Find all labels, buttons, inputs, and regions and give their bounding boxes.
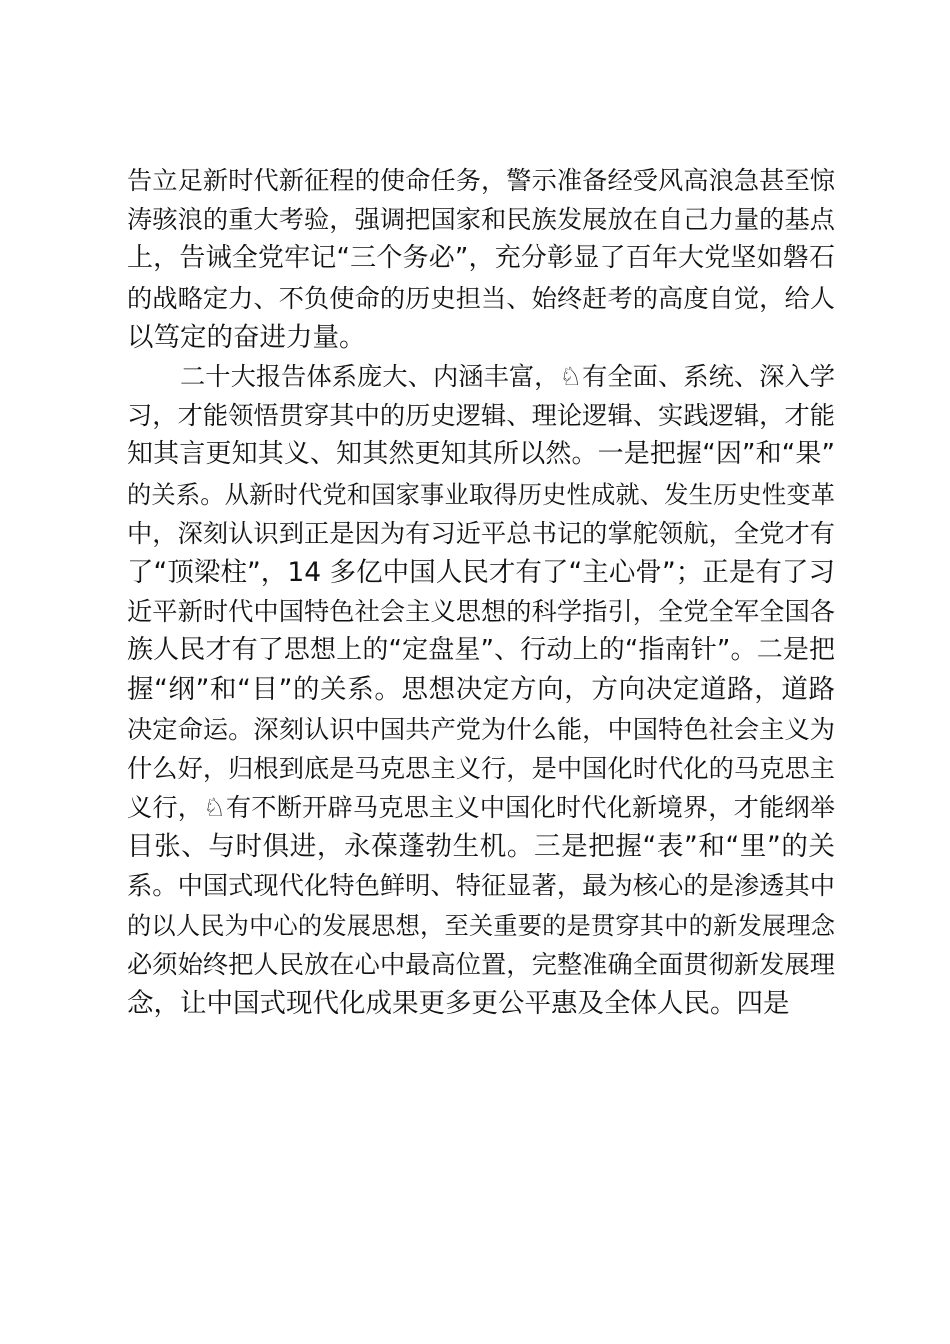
text-line: 的关系。从新时代党和国家事业取得历史性成就、发生历史性变革 xyxy=(127,479,835,509)
text-line: 了“顶梁柱”，14 多亿中国人民才有了“主心骨”；正是有了习 xyxy=(127,556,835,588)
text-line: 什么好，归根到底是马克思主义行，是中国化时代化的马克思主 xyxy=(127,753,835,783)
paragraph-2 xyxy=(127,357,835,1023)
text-line: 必须始终把人民放在心中最高位置，完整准确全面贯彻新发展理 xyxy=(127,949,835,979)
text-line: 目张、与时俱进，永葆蓬勃生机。三是把握“表”和“里”的关 xyxy=(127,831,835,863)
text-line: 系。中国式现代化特色鲜明、特征显著，最为核心的是渗透其中 xyxy=(127,871,835,901)
text-line: 的战略定力、不负使命的历史担当、始终赶考的高度自觉，给人 xyxy=(127,283,835,313)
text-line: 族人民才有了思想上的“定盘星”、行动上的“指南针”。二是把 xyxy=(127,635,835,666)
text-line: 近平新时代中国特色社会主义思想的科学指引，全党全军全国各 xyxy=(127,597,835,627)
text-line: 中，深刻认识到正是因为有习近平总书记的掌舵领航，全党才有 xyxy=(127,518,835,548)
text-line: 念，让中国式现代化成果更多更公平惠及全体人民。四是 xyxy=(127,987,790,1019)
text-line: 决定命运。深刻认识中国共产党为什么能，中国特色社会主义为 xyxy=(127,714,835,744)
text-line: 以笃定的奋进力量。 xyxy=(127,321,366,353)
text-line: 上，告诫全党牢记“三个务必”，充分彰显了百年大党坚如磐石 xyxy=(127,243,835,274)
text-line: 涛骇浪的重大考验，强调把国家和民族发展放在自己力量的基点 xyxy=(127,205,835,235)
text-line: 义行，♘有不断开辟马克思主义中国化时代化新境界，才能纲举 xyxy=(127,793,835,822)
paragraph-1 xyxy=(127,161,835,357)
text-line: 的以人民为中心的发展思想，至关重要的是贯穿其中的新发展理念 xyxy=(127,910,835,940)
text-line: 握“纲”和“目”的关系。思想决定方向，方向决定道路，道路 xyxy=(127,674,835,706)
text-line: 习，才能领悟贯穿其中的历史逻辑、理论逻辑、实践逻辑，才能 xyxy=(127,401,835,431)
text-line: 告立足新时代新征程的使命任务，警示准备经受风高浪急甚至惊 xyxy=(127,166,835,195)
body-text xyxy=(127,161,835,1023)
text-line: 二十大报告体系庞大、内涵丰富，♘有全面、系统、深入学 xyxy=(180,361,835,391)
text-line: 知其言更知其义、知其然更知其所以然。一是把握“因”和“果” xyxy=(127,439,835,470)
